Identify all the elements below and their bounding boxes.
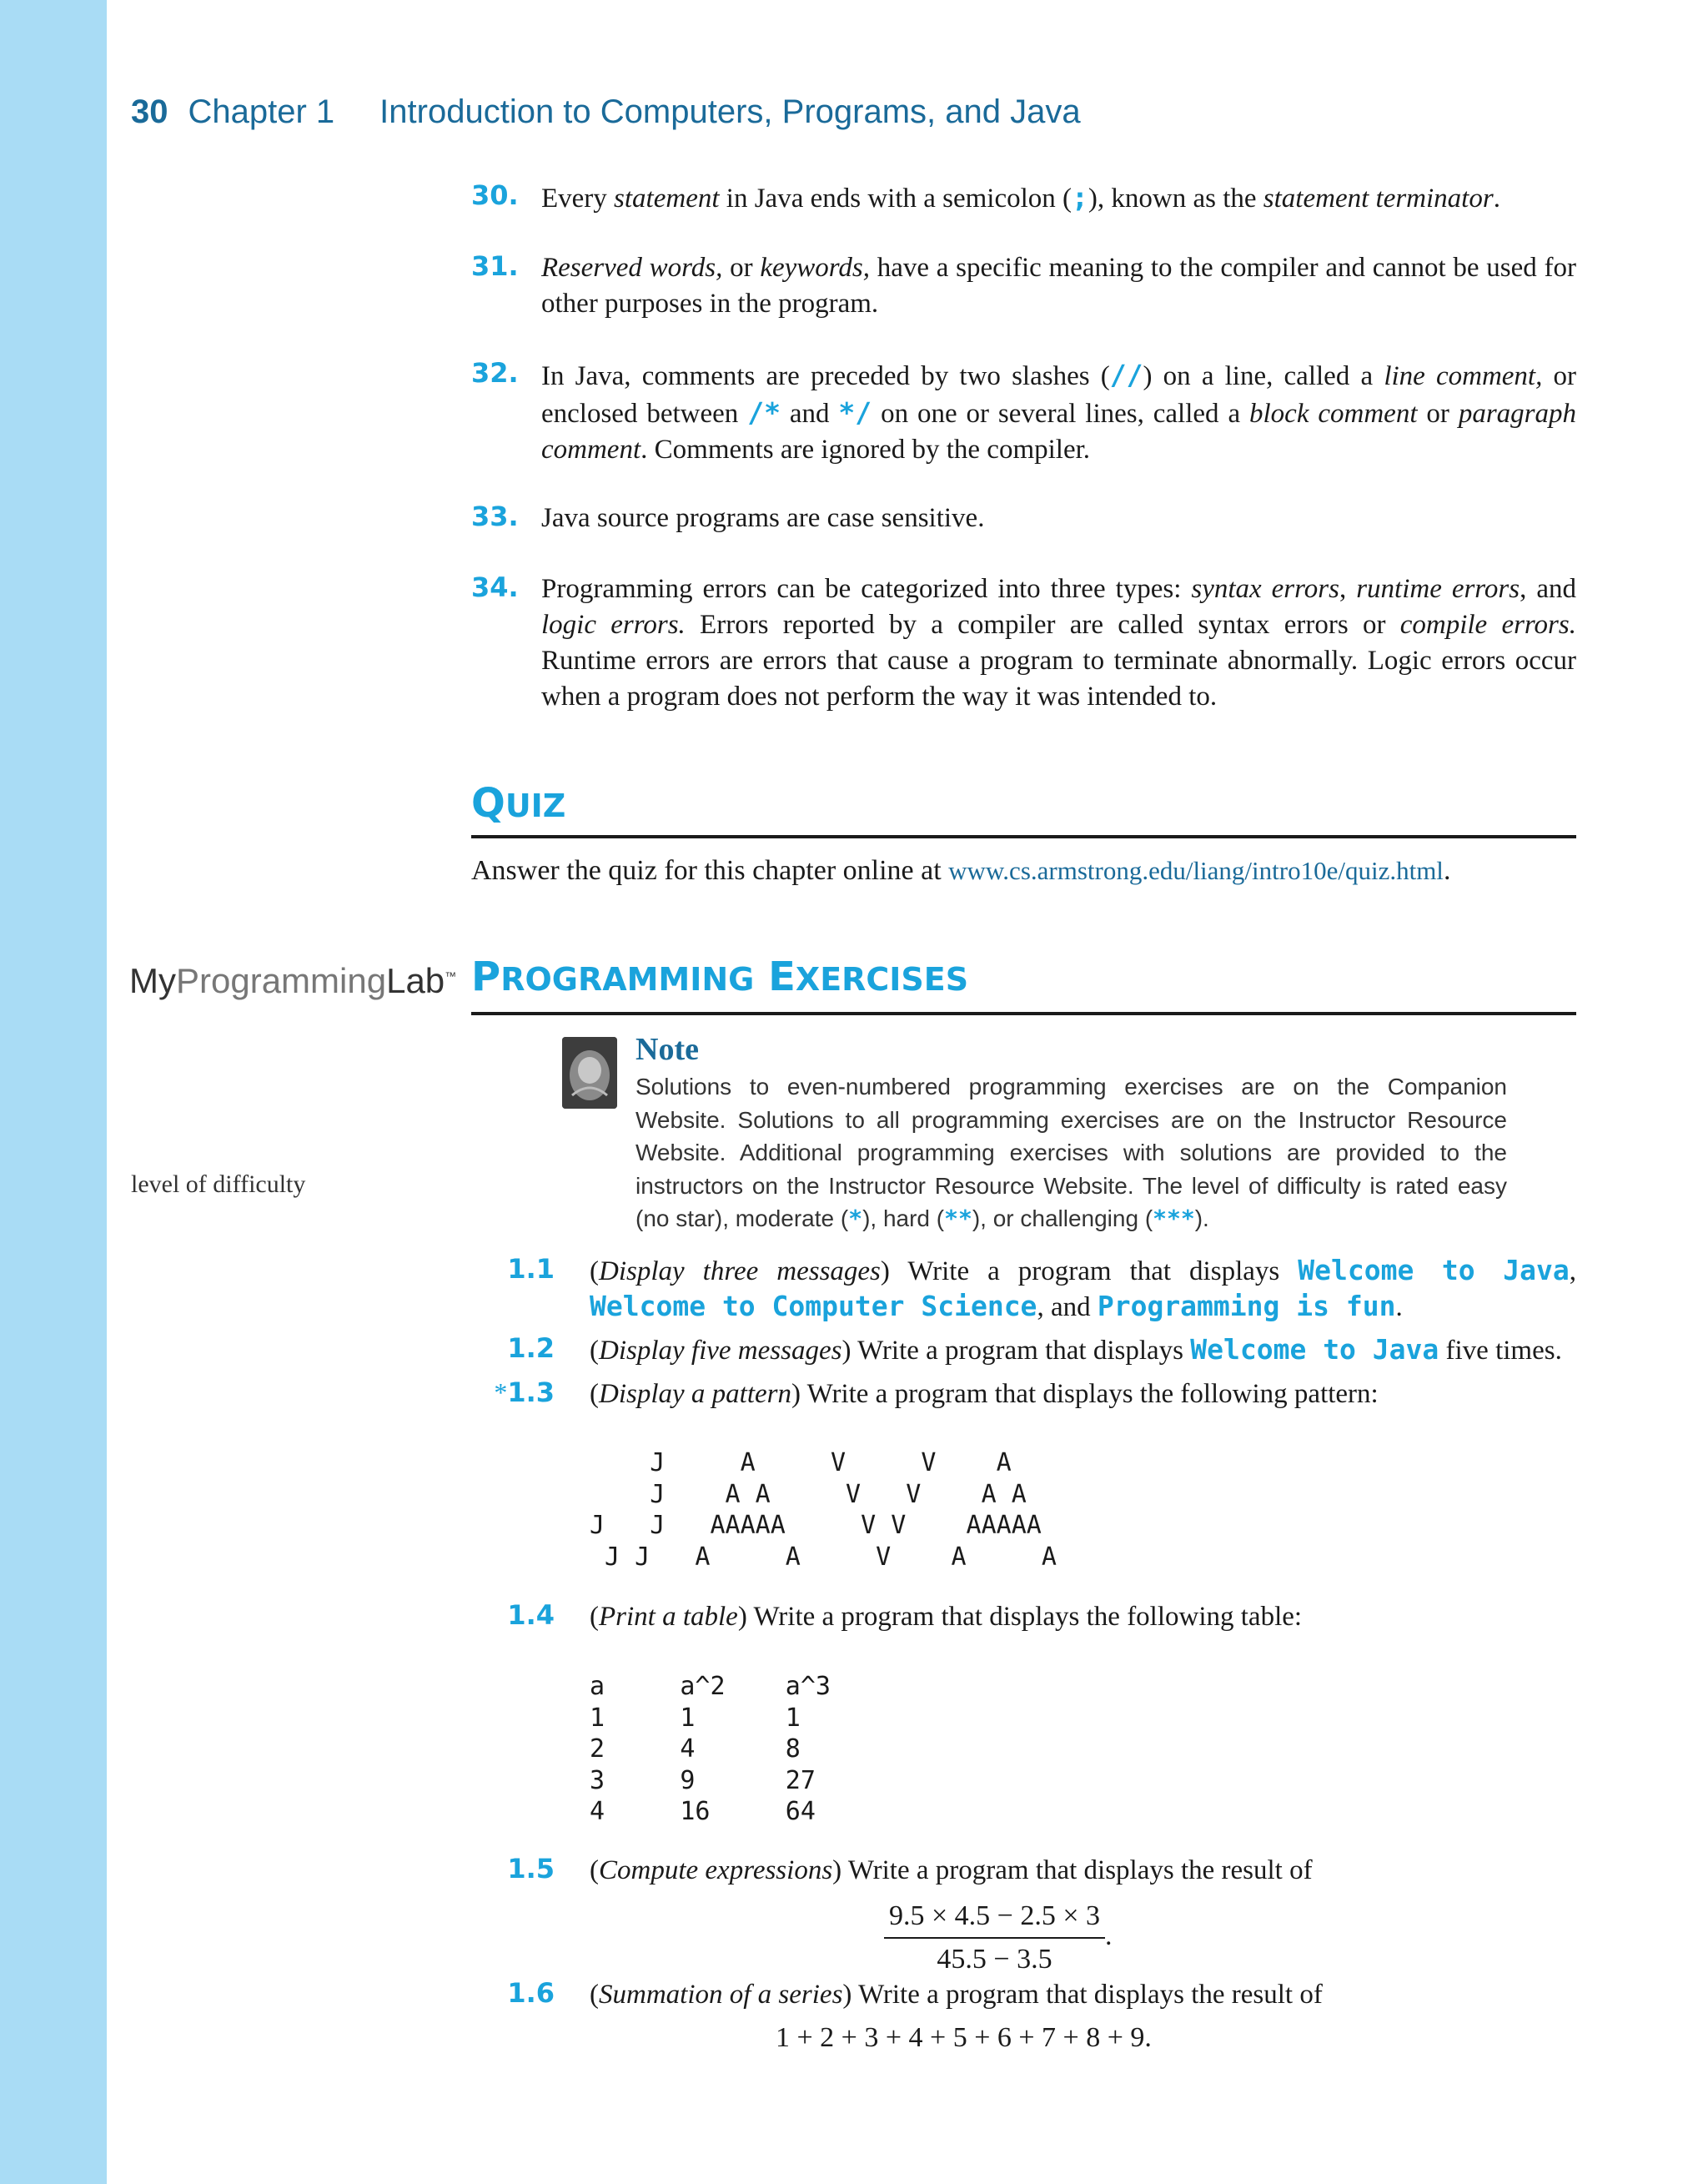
exercise-text: (Display a pattern) Write a program that displays the following pattern: <box>590 1379 1379 1409</box>
exercise-text: (Display five messages) Write a program that displays Welcome to Java five times. <box>590 1333 1562 1366</box>
formula-fraction <box>884 1900 1113 1975</box>
exercise-number: 1.4 <box>507 1599 555 1631</box>
exercise-1-6 <box>471 1977 1576 2012</box>
exercise-1-5 <box>471 1853 1576 1888</box>
level-of-difficulty-note: level of difficulty <box>131 1170 306 1198</box>
table-output: a a^2 a^3 1 1 1 2 4 8 3 9 27 4 16 64 <box>590 1672 831 1826</box>
summary-item-34 <box>471 571 1576 715</box>
pattern-output: J A V V A J A A V V A A J J AAAAA V V AAAAA J J A A V A A <box>590 1448 1057 1572</box>
exercise-text: (Summation of a series) Write a program that displays the result of <box>590 1980 1323 2010</box>
quiz-heading: QUIZ <box>471 780 1576 838</box>
summary-item-30 <box>471 179 1576 217</box>
summary-item-31 <box>471 250 1576 322</box>
formula-denominator: 45.5 − 3.5 <box>937 1944 1052 1975</box>
myprogramminglab-logo: MyProgrammingLab™ <box>129 961 457 1000</box>
item-text: Java source programs are case sensitive. <box>541 503 985 533</box>
difficulty-star: * <box>494 1377 508 1407</box>
chapter-title: Introduction to Computers, Programs, and Java <box>379 93 1081 130</box>
note-icon <box>562 1037 617 1109</box>
item-text: Programming errors can be categorized into three types: syntax errors, runtime errors, and logic errors. Errors reported by a compiler are called syntax errors or compile errors. Runtime errors are errors that cause a program to terminate abnormally. Logic errors occur when a program does not perform the way it was intended to. <box>541 574 1576 712</box>
exercise-1-1 <box>471 1253 1576 1325</box>
note-body: Solutions to even-numbered programming exercises are on the Companion Website. Solutions to all programming exercises are on the Instructor Resource Website. Additional programming exercises with solutions are provided to the instructors on the Instructor Resource Website. The level of difficulty is rated easy (no star), moderate (*), hard (**), or challenging (***). <box>635 1074 1507 1232</box>
exercise-number: 1.6 <box>507 1977 555 2009</box>
exercise-1-3 <box>471 1376 1576 1412</box>
programming-exercises-heading: PROGRAMMING EXERCISES <box>471 954 1576 1015</box>
sidebar-band <box>0 0 107 2184</box>
chapter-label: Chapter 1 <box>188 93 335 130</box>
exercise-text: (Display three messages) Write a program that displays Welcome to Java, Welcome to Computer Science, and Programming is fun. <box>590 1254 1577 1322</box>
exercise-text: (Compute expressions) Write a program that displays the result of <box>590 1855 1313 1885</box>
item-number: 31. <box>471 250 519 282</box>
running-header <box>131 93 1081 131</box>
formula-period: . <box>1105 1920 1113 1951</box>
item-text: Every statement in Java ends with a semicolon (;), known as the statement terminator. <box>541 181 1500 214</box>
item-number: 32. <box>471 357 519 389</box>
quiz-text: Answer the quiz for this chapter online at www.cs.armstrong.edu/liang/intro10e/quiz.html. <box>471 855 1451 886</box>
item-text: Reserved words, or keywords, have a specific meaning to the compiler and cannot be used for other purposes in the program. <box>541 253 1576 319</box>
exercise-number: *1.3 <box>494 1376 555 1408</box>
exercise-number: 1.1 <box>507 1253 555 1285</box>
item-text: In Java, comments are preceded by two slashes (//) on a line, called a line comment, or enclosed between /* and */ on one or several lines, called a block comment or paragraph comment. Comments are ignored by the compiler. <box>541 359 1577 465</box>
item-number: 34. <box>471 571 519 603</box>
summary-item-32 <box>471 357 1576 468</box>
item-number: 33. <box>471 501 519 532</box>
exercise-1-4 <box>471 1599 1576 1634</box>
quiz-link[interactable]: www.cs.armstrong.edu/liang/intro10e/quiz.html <box>948 856 1444 885</box>
series-expression: 1 + 2 + 3 + 4 + 5 + 6 + 7 + 8 + 9. <box>776 2022 1152 2053</box>
item-number: 30. <box>471 179 519 211</box>
page-number: 30 <box>131 93 168 130</box>
exercise-text: (Print a table) Write a program that displays the following table: <box>590 1602 1303 1632</box>
exercise-1-2 <box>471 1332 1576 1368</box>
exercise-number: 1.5 <box>507 1853 555 1885</box>
summary-item-33 <box>471 501 1576 536</box>
exercise-number: 1.2 <box>507 1332 555 1364</box>
formula-numerator: 9.5 × 4.5 − 2.5 × 3 <box>884 1900 1105 1939</box>
note-title: Note <box>635 1032 699 1067</box>
